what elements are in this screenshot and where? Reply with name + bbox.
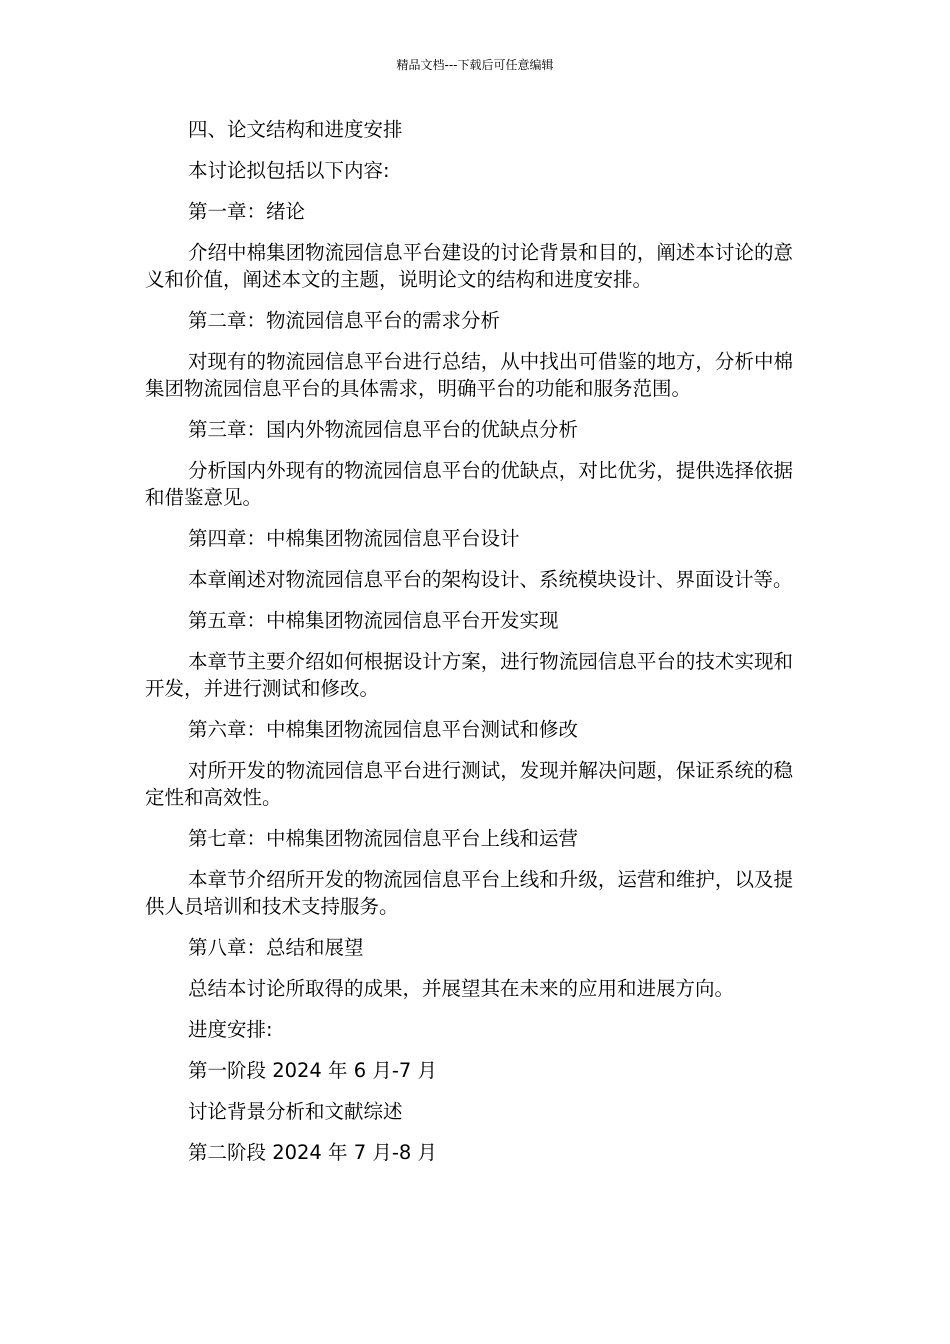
section-heading: 四、论文结构和进度安排 (188, 118, 403, 141)
chapter-8-description: 总结本讨论所取得的成果，并展望其在未来的应用和进展方向。 (188, 977, 735, 1000)
chapter-8-title: 第八章：总结和展望 (188, 936, 364, 959)
chapter-7-description: 本章节介绍所开发的物流园信息平台上线和升级，运营和维护，以及提供人员培训和技术支持服务。 (145, 868, 793, 918)
document-body (145, 116, 793, 1180)
schedule-phase-2: 第二阶段 2024 年 7 月-8 月 (188, 1141, 437, 1164)
chapter-4-title: 第四章：中棉集团物流园信息平台设计 (188, 527, 520, 550)
chapter-3-title: 第三章：国内外物流园信息平台的优缺点分析 (188, 418, 579, 441)
page-header: 精品文档---下载后可任意编辑 (396, 58, 554, 72)
chapter-5-title: 第五章：中棉集团物流园信息平台开发实现 (188, 609, 559, 632)
chapter-7-title: 第七章：中棉集团物流园信息平台上线和运营 (188, 827, 579, 850)
chapter-3-description: 分析国内外现有的物流园信息平台的优缺点，对比优劣，提供选择依据和借鉴意见。 (145, 459, 793, 509)
chapter-2-description: 对现有的物流园信息平台进行总结，从中找出可借鉴的地方，分析中棉集团物流园信息平台的具体需求，明确平台的功能和服务范围。 (145, 350, 793, 400)
chapter-1-title: 第一章：绪论 (188, 200, 306, 223)
intro-line: 本讨论拟包括以下内容: (188, 159, 390, 182)
chapter-1-description: 介绍中棉集团物流园信息平台建设的讨论背景和目的，阐述本讨论的意义和价值，阐述本文的主题，说明论文的结构和进度安排。 (145, 241, 793, 291)
chapter-2-title: 第二章：物流园信息平台的需求分析 (188, 309, 501, 332)
chapter-6-description: 对所开发的物流园信息平台进行测试，发现并解决问题，保证系统的稳定性和高效性。 (145, 759, 793, 809)
schedule-phase-1-task: 讨论背景分析和文献综述 (188, 1100, 403, 1123)
schedule-phase-1: 第一阶段 2024 年 6 月-7 月 (188, 1059, 437, 1082)
chapter-4-description: 本章阐述对物流园信息平台的架构设计、系统模块设计、界面设计等。 (188, 568, 793, 591)
chapter-6-title: 第六章：中棉集团物流园信息平台测试和修改 (188, 718, 579, 741)
chapter-5-description: 本章节主要介绍如何根据设计方案，进行物流园信息平台的技术实现和开发，并进行测试和修改。 (145, 650, 793, 700)
schedule-heading: 进度安排: (188, 1018, 273, 1041)
